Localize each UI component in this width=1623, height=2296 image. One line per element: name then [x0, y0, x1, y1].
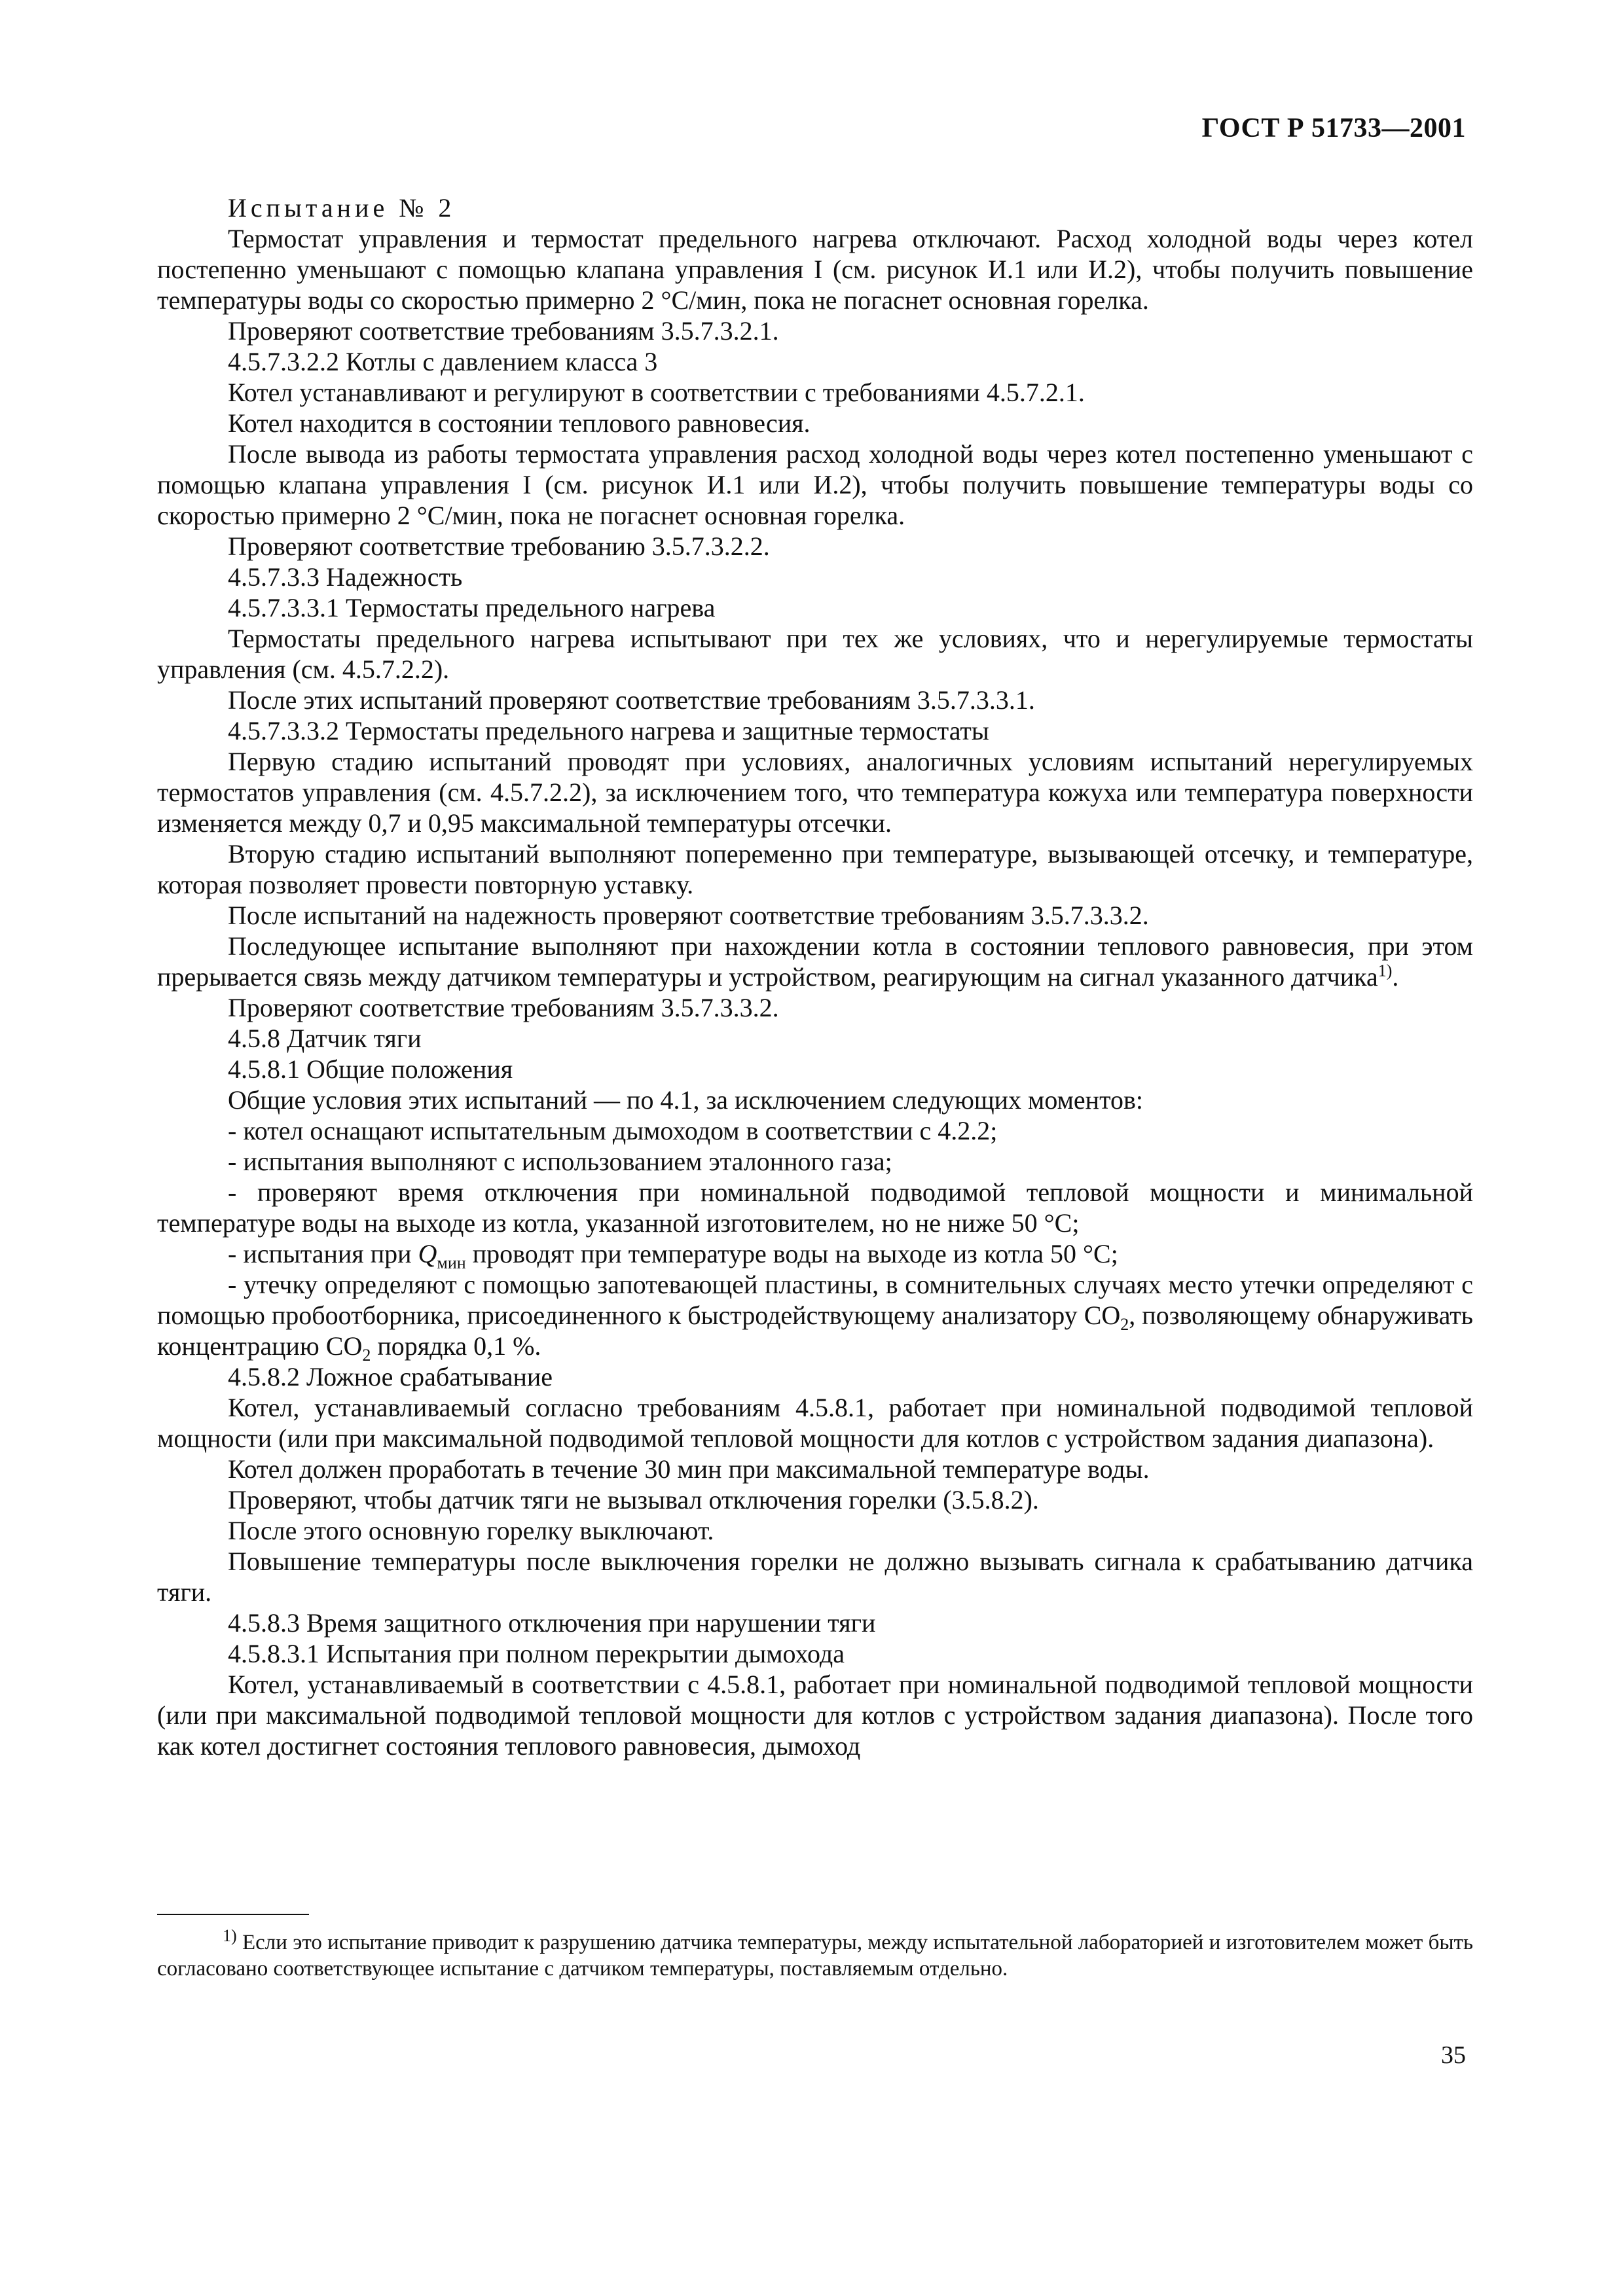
paragraph: Проверяют соответствие требованию 3.5.7.3.2.2.	[228, 531, 770, 561]
paragraph: Котел должен проработать в течение 30 мин при максимальной температуре воды.	[228, 1454, 1150, 1484]
paragraph: Общие условия этих испытаний — по 4.1, за исключением следующих моментов:	[228, 1085, 1144, 1115]
section-heading: 4.5.8.2 Ложное срабатывание	[228, 1362, 553, 1391]
section-heading: 4.5.7.3.3 Надежность	[228, 562, 463, 592]
paragraph: Котел, устанавливаемый согласно требованиям 4.5.8.1, работает при номинальной подводимой тепловой мощности (или при максимальной подводимой тепловой мощности для котлов с устройством задания диапазона).	[157, 1393, 1473, 1453]
list-item: - котел оснащают испытательным дымоходом в соответствии с 4.2.2;	[228, 1116, 998, 1145]
paragraph-text: Последующее испытание выполняют при нахождении котла в состоянии теплового равновесия, при этом прерывается связь между датчиком температуры и устройством, реагирующим на сигнал указанного датчика	[157, 931, 1473, 992]
q-symbol: Q	[418, 1239, 437, 1268]
paragraph: Первую стадию испытаний проводят при условиях, аналогичных условиям испытаний нерегулируемых термостатов управления (см. 4.5.7.2.2), за исключением того, что температура кожуха или температура поверхности изменяется между 0,7 и 0,95 максимальной температуры отсечки.	[157, 747, 1473, 838]
footnote	[157, 1926, 1474, 1982]
list-item	[157, 1238, 1473, 1272]
list-item-text: - испытания при	[228, 1239, 412, 1268]
list-item	[157, 1269, 1474, 1365]
section-heading: 4.5.7.3.3.2 Термостаты предельного нагрева и защитные термостаты	[228, 716, 989, 745]
paragraph: Термостат управления и термостат предельного нагрева отключают. Расход холодной воды через котел постепенно уменьшают с помощью клапана управления I (см. рисунок И.1 или И.2), чтобы получить повышение температуры воды со скоростью примерно 2 °С/мин, пока не погаснет основная горелка.	[157, 224, 1473, 315]
q-subscript: мин	[437, 1253, 466, 1272]
paragraph: Котел находится в состоянии теплового равновесия.	[228, 408, 811, 438]
list-item: - испытания выполняют с использованием эталонного газа;	[228, 1147, 892, 1176]
paragraph: Проверяют соответствие требованиям 3.5.7.3.2.1.	[228, 316, 779, 346]
test-heading: Испытание № 2	[228, 193, 456, 223]
paragraph: После вывода из работы термостата управления расход холодной воды через котел постепенно уменьшают с помощью клапана управления I (см. рисунок И.1 или И.2), чтобы получить повышение температуры воды со скоростью примерно 2 °С/мин, пока не погаснет основная горелка.	[157, 439, 1473, 530]
paragraph: После этих испытаний проверяют соответствие требованиям 3.5.7.3.3.1.	[228, 685, 1035, 715]
page-number: 35	[1441, 2041, 1466, 2069]
footnote-divider	[157, 1914, 309, 1915]
section-heading: 4.5.8.3 Время защитного отключения при нарушении тяги	[228, 1608, 876, 1638]
list-item-text-end: порядка 0,1 %.	[377, 1331, 541, 1361]
section-heading: 4.5.8.3.1 Испытания при полном перекрытии дымохода	[228, 1639, 845, 1668]
conditions-list	[157, 1115, 1474, 1365]
section-heading: 4.5.8.1 Общие положения	[228, 1054, 513, 1084]
paragraph: Проверяют, чтобы датчик тяги не вызывал отключения горелки (3.5.8.2).	[228, 1485, 1039, 1515]
paragraph: Котел устанавливают и регулируют в соответствии с требованиями 4.5.7.2.1.	[228, 378, 1085, 407]
paragraph-with-footnote	[157, 931, 1473, 992]
list-item-text-end: проводят при температуре воды на выходе из котла 50 °С;	[472, 1239, 1118, 1268]
paragraph: После этого основную горелку выключают.	[228, 1516, 714, 1545]
paragraph: Проверяют соответствие требованиям 3.5.7.3.3.2.	[228, 993, 779, 1022]
paragraph: Термостаты предельного нагрева испытывают при тех же условиях, что и нерегулируемые термостаты управления (см. 4.5.7.2.2).	[157, 624, 1473, 684]
document-body	[157, 192, 1473, 1761]
paragraph: Котел, устанавливаемый в соответствии с 4.5.8.1, работает при номинальной подводимой тепловой мощности (или при максимальной подводимой тепловой мощности для котлов с устройством задания диапазона). После того как котел достигнет состояния теплового равновесия, дымоход	[157, 1670, 1473, 1761]
co2-subscript: 2	[362, 1346, 371, 1365]
section-heading: 4.5.7.3.2.2 Котлы с давлением класса 3	[228, 347, 658, 376]
footnote-text: Если это испытание приводит к разрушению датчика температуры, между испытательной лабораторией и изготовителем может быть согласовано соответствующее испытание с датчиком температуры, поставляемым отдельно.	[157, 1931, 1474, 1981]
list-item: - проверяют время отключения при номинальной подводимой тепловой мощности и минимальной температуре воды на выходе из котла, указанной изготовителем, но не ниже 50 °С;	[157, 1177, 1473, 1238]
section-heading: 4.5.8 Датчик тяги	[228, 1024, 422, 1053]
paragraph: Повышение температуры после выключения горелки не должно вызывать сигнала к срабатыванию датчика тяги.	[157, 1547, 1473, 1607]
list-item-text-middle: , позволяющему обнаруживать концентрацию СО	[157, 1300, 1474, 1361]
paragraph: После испытаний на надежность проверяют соответствие требованиям 3.5.7.3.3.2.	[228, 901, 1149, 930]
section-heading: 4.5.7.3.3.1 Термостаты предельного нагрева	[228, 593, 716, 622]
paragraph: Вторую стадию испытаний выполняют попеременно при температуре, вызывающей отсечку, и температуре, которая позволяет провести повторную уставку.	[157, 839, 1473, 899]
footnote-reference: 1)	[1377, 961, 1393, 980]
co2-subscript: 2	[1120, 1315, 1129, 1334]
standard-header: ГОСТ Р 51733—2001	[1201, 113, 1466, 143]
list-item-text: - утечку определяют с помощью запотевающей пластины, в сомнительных случаях место утечки определяют с помощью пробоотборника, присоединенного к быстродействующему анализатору СО	[157, 1270, 1473, 1330]
footnote-marker: 1)	[223, 1926, 237, 1945]
paragraph-text-end: .	[1392, 962, 1399, 992]
